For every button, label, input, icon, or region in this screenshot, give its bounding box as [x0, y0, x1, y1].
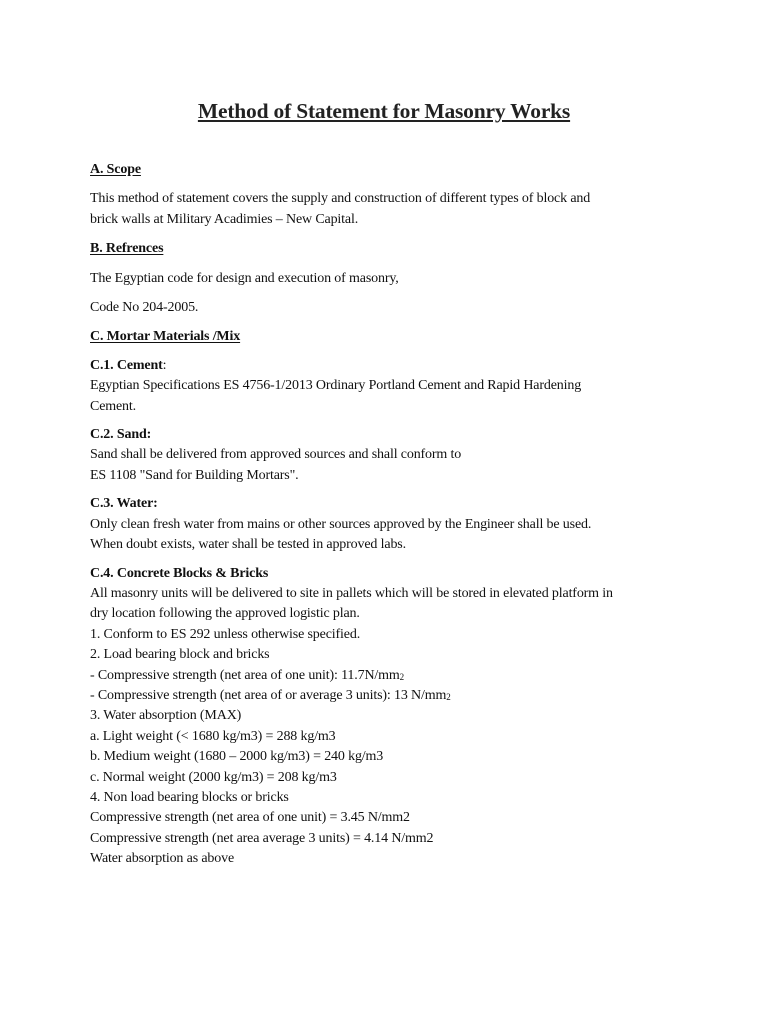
blocks-text-line: All masonry units will be delivered to site in pallets which will be stored in elevated platform in: [90, 585, 613, 601]
references-code: Code No 204-2005.: [90, 300, 199, 316]
sand-heading: C.2. Sand:: [90, 427, 152, 443]
cement-heading: C.1. Cement: [90, 357, 163, 373]
cement-colon: :: [162, 357, 167, 373]
cement-text-line: Cement.: [90, 398, 136, 414]
blocks-list-item: a. Light weight (< 1680 kg/m3) = 288 kg/m3: [90, 728, 336, 744]
mortar-heading: C. Mortar Materials /Mix: [90, 329, 241, 345]
blocks-list-item: [90, 666, 690, 686]
blocks-list-item: Compressive strength (net area of one unit) = 3.45 N/mm2: [90, 810, 410, 826]
scope-text-line: This method of statement covers the supply and construction of different types of block and: [90, 191, 591, 207]
blocks-list-item: 3. Water absorption (MAX): [90, 708, 242, 724]
scope-heading: A. Scope: [90, 162, 141, 177]
references-heading: B. Refrences: [90, 241, 164, 257]
blocks-list-item: 2. Load bearing block and bricks: [90, 647, 270, 663]
references-text: The Egyptian code for design and execution of masonry,: [90, 270, 399, 286]
sand-text-line: ES 1108 "Sand for Building Mortars".: [90, 467, 299, 483]
unit-subscript: 2: [446, 691, 451, 702]
blocks-list-item: 1. Conform to ES 292 unless otherwise specified.: [90, 626, 361, 642]
blocks-heading: C.4. Concrete Blocks & Bricks: [90, 565, 269, 581]
strength-text: - Compressive strength (net area of or average 3 units): 13 N/mm: [90, 687, 447, 703]
water-text-line: When doubt exists, water shall be tested in approved labs.: [90, 537, 406, 553]
strength-text: - Compressive strength (net area of one unit): 11.7N/mm: [90, 667, 400, 683]
document-body: [90, 160, 690, 870]
unit-subscript: 2: [399, 671, 405, 682]
blocks-list-item: [90, 686, 690, 706]
water-text-line: Only clean fresh water from mains or other sources approved by the Engineer shall be used.: [90, 516, 592, 532]
document-title: Method of Statement for Masonry Works: [197, 99, 571, 123]
blocks-list-item: Water absorption as above: [90, 851, 235, 867]
cement-heading-line: [90, 356, 690, 376]
blocks-list-item: c. Normal weight (2000 kg/m3) = 208 kg/m3: [90, 769, 337, 785]
blocks-text-line: dry location following the approved logistic plan.: [90, 606, 360, 622]
blocks-list-item: Compressive strength (net area average 3 units) = 4.14 N/mm2: [90, 830, 434, 846]
blocks-list-item: b. Medium weight (1680 – 2000 kg/m3) = 240 kg/m3: [90, 749, 384, 765]
scope-text-line: brick walls at Military Acadimies – New Capital.: [90, 211, 359, 227]
water-heading: C.3. Water:: [90, 496, 158, 512]
cement-text-line: Egyptian Specifications ES 4756-1/2013 Ordinary Portland Cement and Rapid Hardening: [90, 378, 582, 394]
sand-text-line: Sand shall be delivered from approved sources and shall conform to: [90, 447, 462, 463]
blocks-list-item: 4. Non load bearing blocks or bricks: [90, 789, 289, 805]
